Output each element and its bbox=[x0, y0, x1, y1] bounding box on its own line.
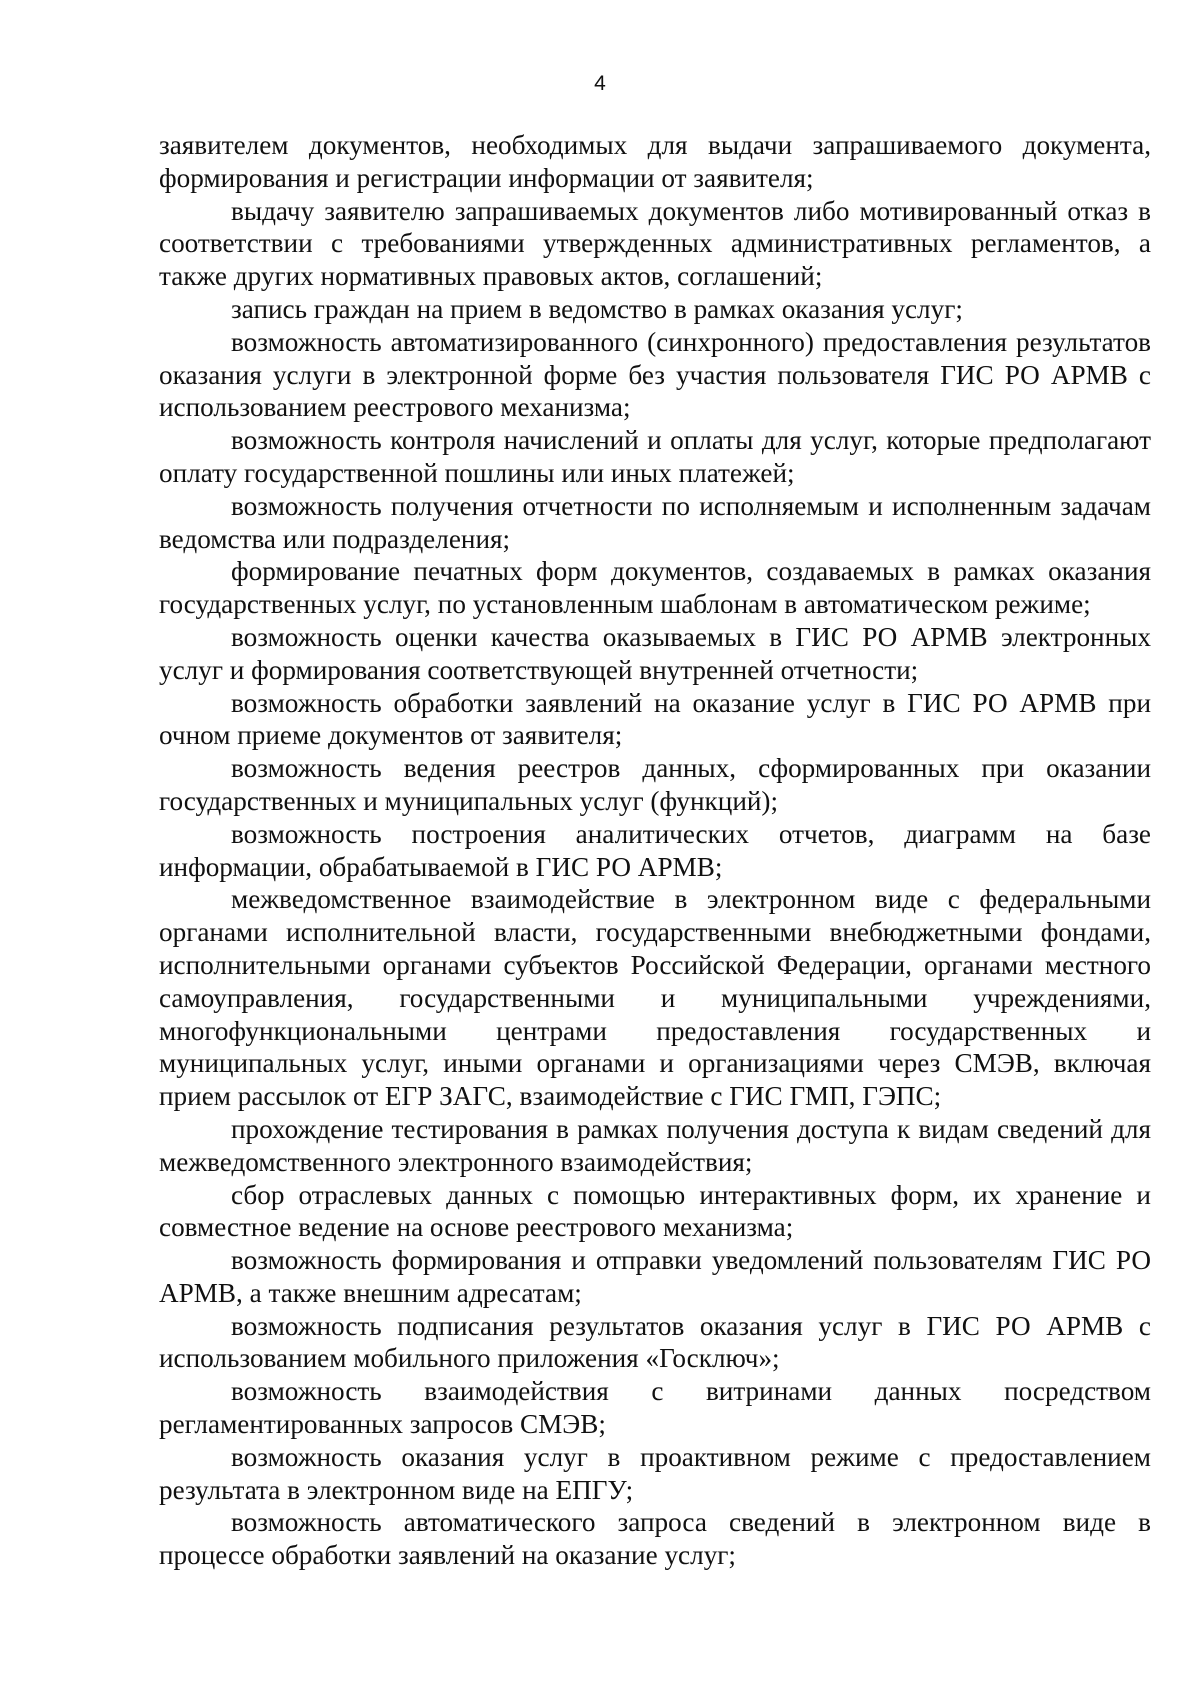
document-body bbox=[159, 129, 1151, 1572]
list-item: возможность автоматизированного (синхронного) предоставления результатов оказания услуги в электронной форме без участия пользователя ГИС РО АРМВ с использованием реестрового механизма; bbox=[159, 326, 1151, 423]
list-item: прохождение тестирования в рамках получения доступа к видам сведений для межведомственного электронного взаимодействия; bbox=[159, 1113, 1151, 1177]
list-item: возможность контроля начислений и оплаты для услуг, которые предполагают оплату государственной пошлины или иных платежей; bbox=[159, 425, 1151, 488]
list-item: возможность подписания результатов оказания услуг в ГИС РО АРМВ с использованием мобильного приложения «Госключ»; bbox=[159, 1310, 1151, 1374]
paragraph-continuation: заявителем документов, необходимых для выдачи запрашиваемого документа, формирования и регистрации информации от заявителя; bbox=[159, 130, 1151, 193]
list-item: возможность автоматического запроса сведений в электронном виде в процессе обработки заявлений на оказание услуг; bbox=[159, 1507, 1151, 1571]
page-number: 4 bbox=[594, 72, 606, 95]
list-item: межведомственное взаимодействие в электронном виде с федеральными органами исполнительной власти, государственными внебюджетными фондами, исполнительными органами субъектов Российской Федерации, органами местного самоуправления, государственными и муниципальными учреждениями, многофункциональными центрами предоставления государственных и муниципальных услуг, иными органами и организациями через СМЭВ, включая прием рассылок от ЕГР ЗАГС, взаимодействие с ГИС ГМП, ГЭПС; bbox=[159, 884, 1151, 1112]
list-item: сбор отраслевых данных с помощью интерактивных форм, их хранение и совместное ведение на основе реестрового механизма; bbox=[159, 1179, 1151, 1243]
list-item: выдачу заявителю запрашиваемых документов либо мотивированный отказ в соответствии с требованиями утвержденных административных регламентов, а также других нормативных правовых актов, соглашений; bbox=[159, 195, 1151, 292]
list-item: возможность получения отчетности по исполняемым и исполненным задачам ведомства или подразделения; bbox=[159, 490, 1151, 554]
list-item: возможность ведения реестров данных, сформированных при оказании государственных и муниципальных услуг (функций); bbox=[159, 753, 1151, 816]
list-item: возможность формирования и отправки уведомлений пользователям ГИС РО АРМВ, а также внешним адресатам; bbox=[159, 1245, 1151, 1308]
list-item: возможность оказания услуг в проактивном режиме с предоставлением результата в электронном виде на ЕПГУ; bbox=[159, 1441, 1151, 1505]
list-item: возможность взаимодействия с витринами данных посредством регламентированных запросов СМЭВ; bbox=[159, 1376, 1151, 1440]
list-item: возможность построения аналитических отчетов, диаграмм на базе информации, обрабатываемой в ГИС РО АРМВ; bbox=[159, 818, 1151, 882]
list-item: формирование печатных форм документов, создаваемых в рамках оказания государственных услуг, по установленным шаблонам в автоматическом режиме; bbox=[159, 556, 1151, 620]
list-item: возможность обработки заявлений на оказание услуг в ГИС РО АРМВ при очном приеме документов от заявителя; bbox=[159, 687, 1151, 751]
list-item: запись граждан на прием в ведомство в рамках оказания услуг; bbox=[231, 293, 963, 324]
list-item: возможность оценки качества оказываемых в ГИС РО АРМВ электронных услуг и формирования соответствующей внутренней отчетности; bbox=[159, 621, 1151, 685]
